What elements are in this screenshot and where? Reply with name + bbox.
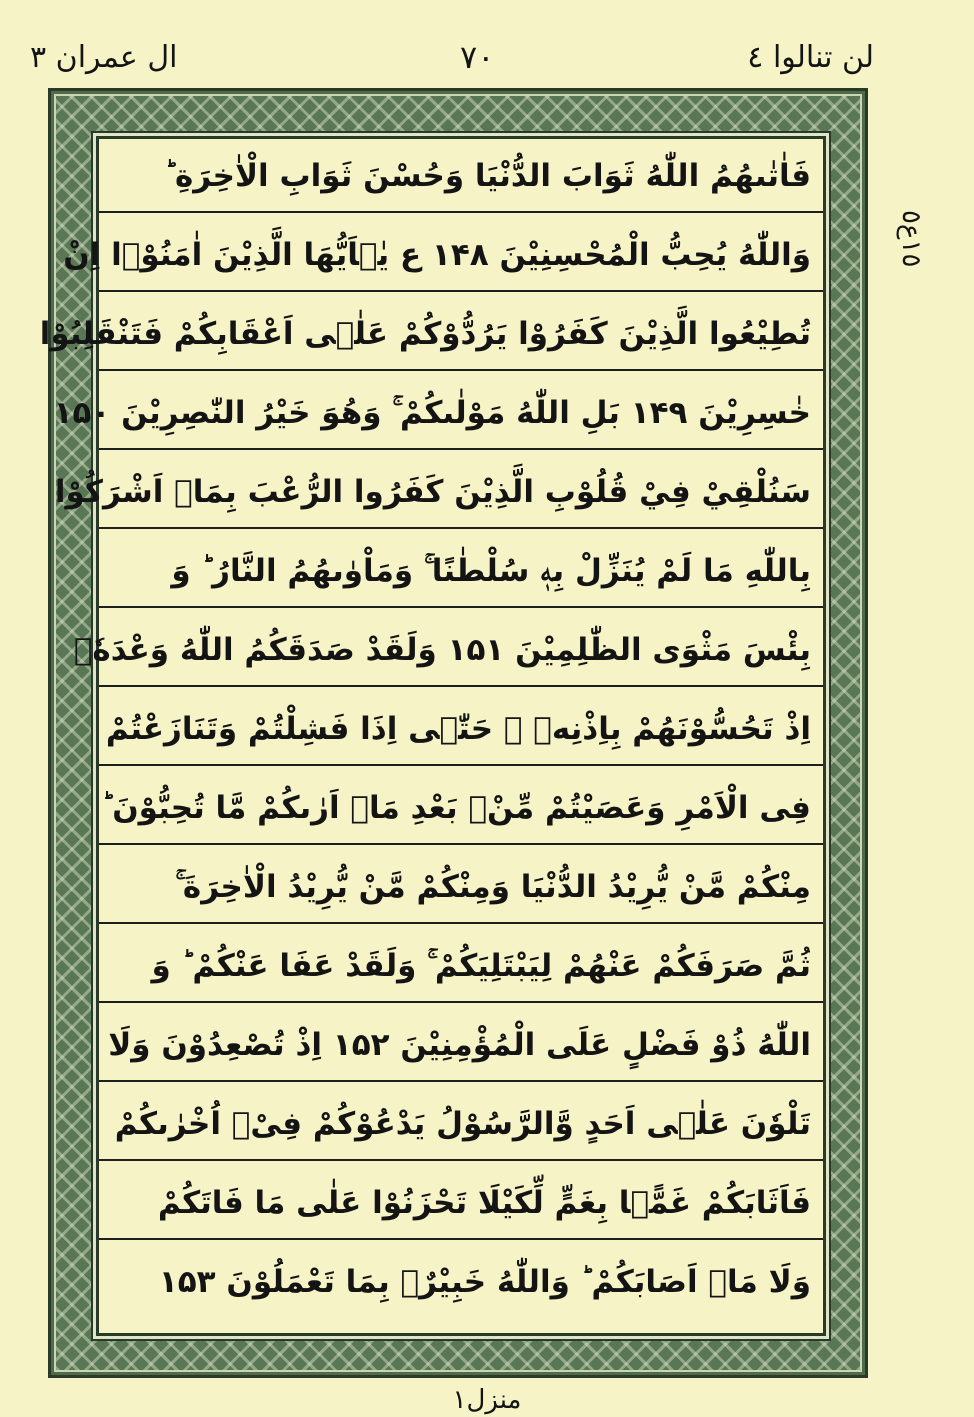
ruku-marker: ١٥ع٥	[896, 210, 926, 268]
text-line: بِاللّٰهِ مَا لَمْ يُنَزِّلْ بِهٖ سُلْطٰنًا ۚ وَمَاْوٰىهُمُ النَّارُ ؕ وَ	[99, 534, 823, 608]
text-panel	[39, 136, 826, 1336]
text-line: مِنْكُمْ مَّنْ يُّرِيْدُ الدُّنْيَا وَمِنْكُمْ مَّنْ يُّرِيْدُ الْاٰخِرَةَ ۚ	[99, 850, 823, 924]
text-line: وَلَا مَاۤ اَصَابَكُمْ ؕ وَاللّٰهُ خَبِيْرٌۢ بِمَا تَعْمَلُوْنَ ۱۵۳	[158, 1264, 811, 1300]
ornamental-border	[39, 88, 868, 1378]
text-line: وَاللّٰهُ يُحِبُّ الْمُحْسِنِيْنَ ۱۴۸ ع يٰۤاَيُّهَا الَّذِيْنَ اٰمَنُوْۤا اِنْ	[99, 218, 823, 292]
text-line: تَلْوٗنَ عَلٰۤى اَحَدٍ وَّالرَّسُوْلُ يَدْعُوْكُمْ فِیْۤ اُخْرٰىكُمْ	[99, 1087, 823, 1161]
page-header	[0, 0, 974, 88]
text-line: بِئْسَ مَثْوَى الظّٰلِمِيْنَ ۱۵۱ وَلَقَدْ صَدَقَكُمُ اللّٰهُ وَعْدَهٗۤ	[99, 613, 823, 687]
text-line: فَاٰتٰىهُمُ اللّٰهُ ثَوَابَ الدُّنْيَا وَحُسْنَ ثَوَابِ الْاٰخِرَةِ ؕ	[99, 139, 823, 213]
text-lines	[39, 139, 823, 1333]
text-line: فَاَثَابَكُمْ غَمًّۢا بِغَمٍّ لِّكَيْلَا تَحْزَنُوْا عَلٰى مَا فَاتَكُمْ	[99, 1166, 823, 1240]
text-line: ثُمَّ صَرَفَكُمْ عَنْهُمْ لِيَبْتَلِيَكُمْ ۚ وَلَقَدْ عَفَا عَنْكُمْ ؕ وَ	[99, 929, 823, 1003]
text-line: تُطِيْعُوا الَّذِيْنَ كَفَرُوْا يَرُدُّوْكُمْ عَلٰۤى اَعْقَابِكُمْ فَتَنْقَلِبُوْا	[99, 297, 823, 371]
text-line: اِذْ تَحُسُّوْنَهُمْ بِاِذْنِهٖ ۚ حَتّٰۤى اِذَا فَشِلْتُمْ وَتَنَازَعْتُمْ	[99, 692, 823, 766]
text-line: اللّٰهُ ذُوْ فَضْلٍ عَلَى الْمُؤْمِنِيْنَ ۱۵۲ اِذْ تُصْعِدُوْنَ وَلَا	[99, 1008, 823, 1082]
manzil-footer: منزل۱	[452, 1385, 522, 1415]
page-number: ٧٠	[460, 38, 495, 76]
juz-name: لن تنالوا ٤	[747, 40, 874, 75]
text-line: خٰسِرِيْنَ ۱۴۹ بَلِ اللّٰهُ مَوْلٰىكُمْ ۚ وَهُوَ خَيْرُ النّٰصِرِيْنَ ۱۵۰	[99, 376, 823, 450]
text-line: سَنُلْقِيْ فِيْ قُلُوْبِ الَّذِيْنَ كَفَرُوا الرُّعْبَ بِمَاۤ اَشْرَكُوْا	[99, 455, 823, 529]
surah-name: ال عمران ٣	[30, 40, 178, 75]
text-line: فِى الْاَمْرِ وَعَصَيْتُمْ مِّنْۢ بَعْدِ مَاۤ اَرٰىكُمْ مَّا تُحِبُّوْنَ ؕ	[99, 771, 823, 845]
